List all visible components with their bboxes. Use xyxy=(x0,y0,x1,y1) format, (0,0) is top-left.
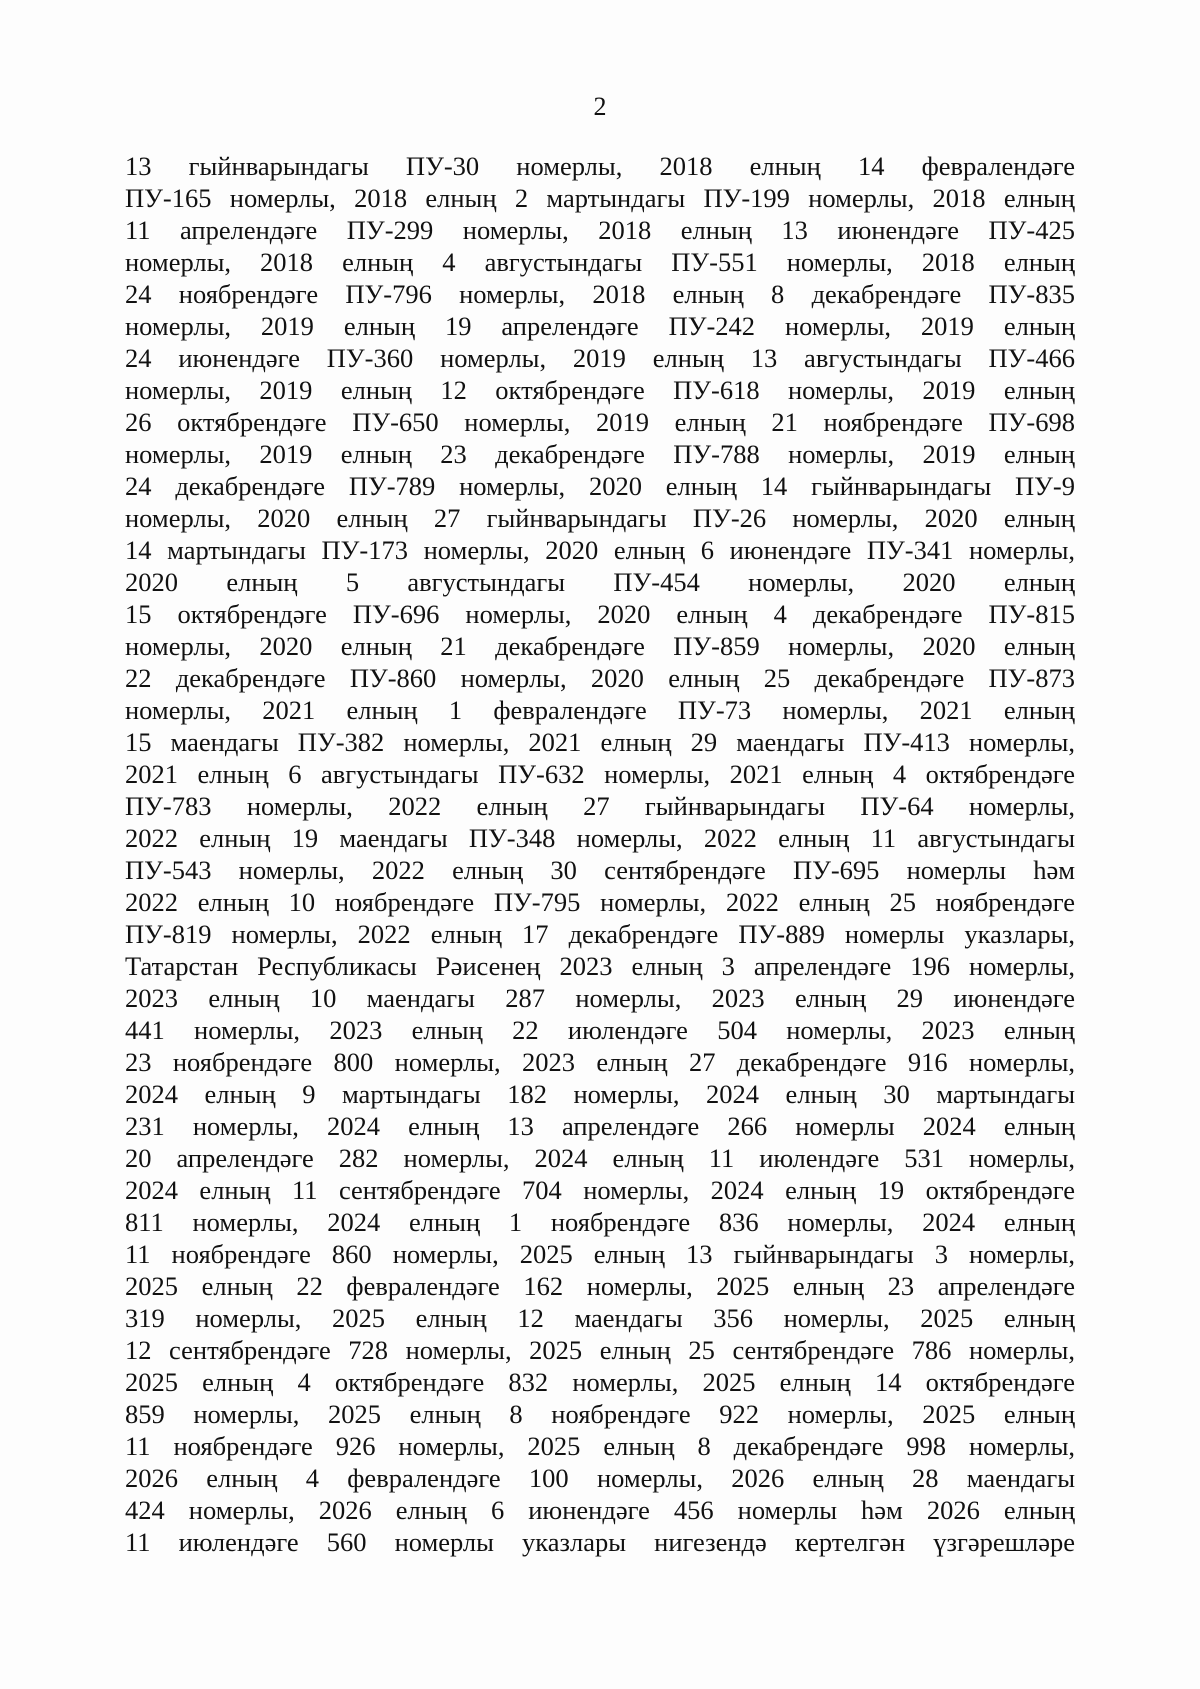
text-line: 11 ноябрендәге 860 номерлы, 2025 елның 13 гыйнварындагы 3 номерлы, xyxy=(125,1239,1075,1269)
text-line: 424 номерлы, 2026 елның 6 июнендәге 456 номерлы һәм 2026 елның xyxy=(125,1495,1075,1525)
text-line: 2024 елның 9 мартындагы 182 номерлы, 2024 елның 30 мартындагы xyxy=(125,1079,1075,1109)
text-line: 231 номерлы, 2024 елның 13 апрелендәге 266 номерлы 2024 елның xyxy=(125,1111,1075,1141)
text-line: 2023 елның 10 маендагы 287 номерлы, 2023 елның 29 июнендәге xyxy=(125,983,1075,1013)
text-line: номерлы, 2020 елның 21 декабрендәге ПУ-859 номерлы, 2020 елның xyxy=(125,631,1075,661)
text-line: номерлы, 2019 елның 23 декабрендәге ПУ-788 номерлы, 2019 елның xyxy=(125,439,1075,469)
text-line: 859 номерлы, 2025 елның 8 ноябрендәге 922 номерлы, 2025 елның xyxy=(125,1399,1075,1429)
text-line: 11 июлендәге 560 номерлы указлары нигезендә кертелгән үзгәрешләре xyxy=(125,1527,1075,1557)
text-line: 2021 елның 6 августындагы ПУ-632 номерлы, 2021 елның 4 октябрендәге xyxy=(125,759,1075,789)
document-body xyxy=(125,150,1075,1558)
text-line: номерлы, 2019 елның 12 октябрендәге ПУ-618 номерлы, 2019 елның xyxy=(125,375,1075,405)
text-line: 15 октябрендәге ПУ-696 номерлы, 2020 елның 4 декабрендәге ПУ-815 xyxy=(125,599,1075,629)
text-line: 24 июнендәге ПУ-360 номерлы, 2019 елның 13 августындагы ПУ-466 xyxy=(125,343,1075,373)
text-line: номерлы, 2020 елның 27 гыйнварындагы ПУ-26 номерлы, 2020 елның xyxy=(125,503,1075,533)
text-line: ПУ-165 номерлы, 2018 елның 2 мартындагы ПУ-199 номерлы, 2018 елның xyxy=(125,183,1075,213)
text-line: 14 мартындагы ПУ-173 номерлы, 2020 елның 6 июнендәге ПУ-341 номерлы, xyxy=(125,535,1075,565)
text-line: 26 октябрендәге ПУ-650 номерлы, 2019 елның 21 ноябрендәге ПУ-698 xyxy=(125,407,1075,437)
text-line: номерлы, 2021 елның 1 февралендәге ПУ-73 номерлы, 2021 елның xyxy=(125,695,1075,725)
text-line: 2026 елның 4 февралендәге 100 номерлы, 2026 елның 28 маендагы xyxy=(125,1463,1075,1493)
text-line: номерлы, 2019 елның 19 апрелендәге ПУ-242 номерлы, 2019 елның xyxy=(125,311,1075,341)
text-line: 811 номерлы, 2024 елның 1 ноябрендәге 836 номерлы, 2024 елның xyxy=(125,1207,1075,1237)
text-line: 2024 елның 11 сентябрендәге 704 номерлы, 2024 елның 19 октябрендәге xyxy=(125,1175,1075,1205)
text-line: номерлы, 2018 елның 4 августындагы ПУ-551 номерлы, 2018 елның xyxy=(125,247,1075,277)
text-line: ПУ-543 номерлы, 2022 елның 30 сентябрендәге ПУ-695 номерлы һәм xyxy=(125,855,1075,885)
text-line: 15 маендагы ПУ-382 номерлы, 2021 елның 29 маендагы ПУ-413 номерлы, xyxy=(125,727,1075,757)
text-line: ПУ-819 номерлы, 2022 елның 17 декабрендәге ПУ-889 номерлы указлары, xyxy=(125,919,1075,949)
text-line: ПУ-783 номерлы, 2022 елның 27 гыйнварындагы ПУ-64 номерлы, xyxy=(125,791,1075,821)
text-line: 24 декабрендәге ПУ-789 номерлы, 2020 елның 14 гыйнварындагы ПУ-9 xyxy=(125,471,1075,501)
text-line: 319 номерлы, 2025 елның 12 маендагы 356 номерлы, 2025 елның xyxy=(125,1303,1075,1333)
text-line: 23 ноябрендәге 800 номерлы, 2023 елның 27 декабрендәге 916 номерлы, xyxy=(125,1047,1075,1077)
text-line: 13 гыйнварындагы ПУ-30 номерлы, 2018 елның 14 февралендәге xyxy=(125,151,1075,181)
text-line: 12 сентябрендәге 728 номерлы, 2025 елның 25 сентябрендәге 786 номерлы, xyxy=(125,1335,1075,1365)
text-line: 20 апрелендәге 282 номерлы, 2024 елның 11 июлендәге 531 номерлы, xyxy=(125,1143,1075,1173)
text-line: 2025 елның 4 октябрендәге 832 номерлы, 2025 елның 14 октябрендәге xyxy=(125,1367,1075,1397)
text-line: 2020 елның 5 августындагы ПУ-454 номерлы, 2020 елның xyxy=(125,567,1075,597)
text-line: 2022 елның 10 ноябрендәге ПУ-795 номерлы, 2022 елның 25 ноябрендәге xyxy=(125,887,1075,917)
text-line: 24 ноябрендәге ПУ-796 номерлы, 2018 елның 8 декабрендәге ПУ-835 xyxy=(125,279,1075,309)
text-line: 441 номерлы, 2023 елның 22 июлендәге 504 номерлы, 2023 елның xyxy=(125,1015,1075,1045)
text-line: 2025 елның 22 февралендәге 162 номерлы, 2025 елның 23 апрелендәге xyxy=(125,1271,1075,1301)
text-line: 22 декабрендәге ПУ-860 номерлы, 2020 елның 25 декабрендәге ПУ-873 xyxy=(125,663,1075,693)
text-line: 11 ноябрендәге 926 номерлы, 2025 елның 8 декабрендәге 998 номерлы, xyxy=(125,1431,1075,1461)
text-line: 11 апрелендәге ПУ-299 номерлы, 2018 елның 13 июнендәге ПУ-425 xyxy=(125,215,1075,245)
text-line: 2022 елның 19 маендагы ПУ-348 номерлы, 2022 елның 11 августындагы xyxy=(125,823,1075,853)
text-line: Татарстан Республикасы Рәисенең 2023 елның 3 апрелендәге 196 номерлы, xyxy=(125,951,1075,981)
page-number: 2 xyxy=(593,92,607,121)
